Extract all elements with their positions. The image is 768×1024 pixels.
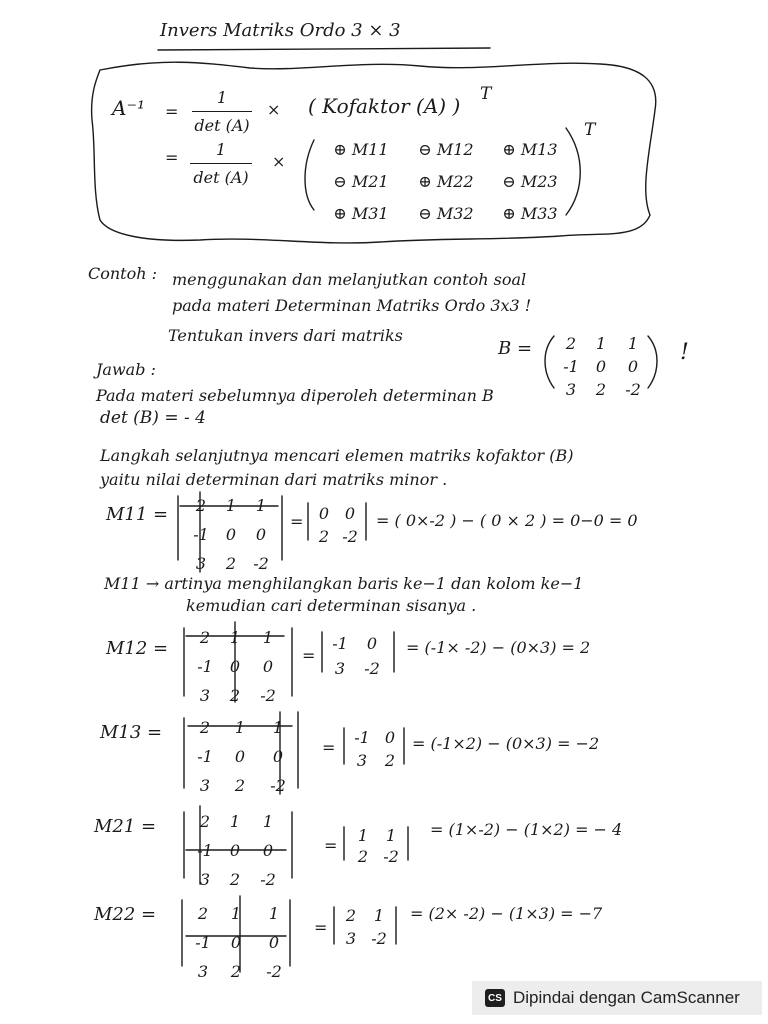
fraction-bar-2	[190, 163, 252, 164]
cofactor-cell: ⊕ M11	[333, 140, 389, 159]
matrix-cell: 2	[230, 962, 242, 981]
matrix-cell: 2	[225, 554, 237, 573]
matrix-cell: -2	[364, 659, 380, 678]
minor-m12-label: M12 =	[106, 638, 169, 659]
minor-m21-label: M21 =	[94, 816, 157, 837]
matrix-cell: -1	[197, 747, 213, 766]
contoh-line-2: pada materi Determinan Matriks Ordo 3x3 !	[172, 296, 532, 315]
matrix-b	[556, 334, 650, 399]
matrix-cell: 1	[255, 496, 267, 515]
times-sign: ×	[267, 100, 281, 119]
matrix-cell: 2	[595, 380, 607, 399]
minor-m21-sub	[350, 826, 406, 866]
matrix-b-label: B =	[498, 338, 533, 359]
matrix-cell: 1	[262, 812, 274, 831]
equals-sign: =	[324, 836, 338, 855]
matrix-cell: 0	[627, 357, 639, 376]
equals-sign: =	[302, 646, 316, 665]
matrix-cell: 2	[229, 870, 241, 889]
matrix-cell: -2	[266, 962, 282, 981]
minor-m21-matrix	[190, 812, 286, 889]
times-sign-2: ×	[272, 152, 286, 171]
explanation-line-2: kemudian cari determinan sisanya .	[186, 596, 477, 615]
matrix-cell: 1	[229, 628, 241, 647]
matrix-cell: -1	[563, 357, 579, 376]
contoh-line-3: Tentukan invers dari matriks	[168, 326, 403, 345]
page-title: Invers Matriks Ordo 3 × 3	[160, 20, 401, 41]
matrix-cell: 1	[385, 826, 397, 845]
cofactor-cell: ⊖ M12	[418, 140, 474, 159]
denominator: det (A)	[194, 116, 250, 136]
matrix-cell: -1	[354, 728, 370, 747]
transpose-mark-2: T	[584, 120, 596, 140]
matrix-cell: -2	[260, 870, 276, 889]
matrix-cell: -1	[197, 657, 213, 676]
jawab-line-4: yaitu nilai determinan dari matriks minor .	[100, 470, 448, 489]
minor-m22-sub	[338, 906, 394, 948]
kofaktor-expression: ( Kofaktor (A) )	[308, 94, 461, 118]
matrix-cell: 0	[255, 525, 267, 544]
matrix-cell: 0	[595, 357, 607, 376]
minor-m12-result: = (-1× -2) − (0×3) = 2	[406, 638, 591, 657]
cofactor-cell: ⊖ M32	[418, 204, 474, 223]
matrix-cell: 0	[272, 747, 284, 766]
matrix-cell: 1	[268, 904, 280, 923]
minor-m11-sub	[312, 504, 364, 546]
fraction-1	[192, 88, 252, 135]
explanation-line-1: M11 → artinya menghilangkan baris ke−1 dan kolom ke−1	[104, 574, 584, 593]
minor-m11-label: M11 =	[106, 504, 169, 525]
equals-sign-2: =	[165, 148, 179, 167]
matrix-cell: 2	[318, 527, 330, 546]
transpose-mark: T	[480, 84, 492, 104]
matrix-cell: -1	[197, 841, 213, 860]
matrix-cell: 2	[195, 496, 207, 515]
matrix-cell: 1	[230, 904, 242, 923]
matrix-cell: 0	[229, 841, 241, 860]
inverse-symbol: A⁻¹	[112, 96, 146, 120]
matrix-cell: 2	[199, 628, 211, 647]
matrix-cell: 2	[199, 718, 211, 737]
minor-m13-result: = (-1×2) − (0×3) = −2	[412, 734, 600, 753]
fraction-bar	[192, 111, 252, 112]
camscanner-watermark	[472, 981, 762, 1015]
minor-m11-result: = ( 0×-2 ) − ( 0 × 2 ) = 0−0 = 0	[376, 511, 638, 530]
contoh-line-1: menggunakan dan melanjutkan contoh soal	[172, 270, 527, 289]
matrix-cell: 2	[197, 904, 209, 923]
matrix-cell: -2	[383, 847, 399, 866]
watermark-text: Dipindai dengan CamScanner	[513, 988, 740, 1007]
determinant-b: det (B) = - 4	[100, 408, 206, 428]
matrix-cell: 3	[356, 751, 368, 770]
matrix-cell: 2	[357, 847, 369, 866]
minor-m12-sub	[326, 634, 390, 678]
matrix-cell: 1	[627, 334, 639, 353]
matrix-cell: 0	[344, 504, 356, 523]
matrix-cell: 3	[565, 380, 577, 399]
exclamation-mark: !	[680, 340, 689, 365]
minor-m12-matrix	[190, 628, 286, 705]
matrix-cell: 0	[262, 841, 274, 860]
minor-m13-matrix	[190, 718, 296, 795]
numerator-2: 1	[215, 140, 227, 159]
cofactor-cell: ⊕ M13	[502, 140, 558, 159]
matrix-cell: 1	[357, 826, 369, 845]
matrix-cell: -2	[253, 554, 269, 573]
minor-m22-matrix	[188, 904, 294, 981]
minor-m11-matrix	[186, 496, 276, 573]
denominator-2: det (A)	[193, 168, 249, 188]
matrix-cell: 0	[234, 747, 246, 766]
equals-sign: =	[290, 512, 304, 531]
cofactor-cell: ⊕ M22	[418, 172, 474, 191]
jawab-line-3: Langkah selanjutnya mencari elemen matriks kofaktor (B)	[100, 446, 574, 465]
matrix-cell: -2	[625, 380, 641, 399]
matrix-cell: 0	[225, 525, 237, 544]
matrix-cell: 1	[234, 718, 246, 737]
camscanner-logo-icon: CS	[485, 989, 505, 1007]
numerator: 1	[216, 88, 228, 107]
equals-sign: =	[314, 918, 328, 937]
matrix-cell: 3	[199, 686, 211, 705]
matrix-cell: 1	[595, 334, 607, 353]
matrix-cell: 0	[230, 933, 242, 952]
cofactor-sign-matrix	[320, 140, 570, 223]
matrix-cell: 2	[384, 751, 396, 770]
matrix-cell: 0	[366, 634, 378, 653]
fraction-2	[190, 140, 252, 187]
cofactor-cell: ⊖ M23	[502, 172, 558, 191]
jawab-label: Jawab :	[96, 360, 156, 379]
matrix-cell: 1	[272, 718, 284, 737]
cofactor-cell: ⊕ M33	[502, 204, 558, 223]
matrix-cell: 2	[345, 906, 357, 925]
matrix-cell: 3	[334, 659, 346, 678]
contoh-label: Contoh :	[88, 264, 158, 283]
jawab-line-1: Pada materi sebelumnya diperoleh determinan B	[96, 386, 494, 405]
matrix-cell: 1	[262, 628, 274, 647]
matrix-cell: 0	[262, 657, 274, 676]
matrix-cell: -2	[371, 929, 387, 948]
matrix-cell: 1	[225, 496, 237, 515]
cofactor-cell: ⊖ M21	[333, 172, 389, 191]
matrix-cell: -1	[332, 634, 348, 653]
matrix-cell: 3	[199, 870, 211, 889]
matrix-cell: 2	[229, 686, 241, 705]
matrix-cell: 3	[199, 776, 211, 795]
matrix-cell: 3	[195, 554, 207, 573]
equals-sign: =	[165, 102, 179, 121]
minor-m13-sub	[348, 728, 404, 770]
equals-sign: =	[322, 738, 336, 757]
matrix-cell: 3	[197, 962, 209, 981]
matrix-cell: -2	[260, 686, 276, 705]
matrix-cell: 1	[229, 812, 241, 831]
matrix-cell: 1	[373, 906, 385, 925]
matrix-cell: -1	[195, 933, 211, 952]
minor-m22-label: M22 =	[94, 904, 157, 925]
matrix-cell: -2	[270, 776, 286, 795]
matrix-cell: 2	[234, 776, 246, 795]
matrix-cell: -2	[342, 527, 358, 546]
matrix-cell: -1	[193, 525, 209, 544]
minor-m22-result: = (2× -2) − (1×3) = −7	[410, 904, 603, 923]
cofactor-cell: ⊕ M31	[333, 204, 389, 223]
matrix-cell: 0	[318, 504, 330, 523]
minor-m21-result: = (1×-2) − (1×2) = − 4	[430, 820, 623, 839]
matrix-cell: 0	[384, 728, 396, 747]
matrix-cell: 2	[565, 334, 577, 353]
matrix-cell: 3	[345, 929, 357, 948]
matrix-cell: 2	[199, 812, 211, 831]
matrix-cell: 0	[268, 933, 280, 952]
matrix-cell: 0	[229, 657, 241, 676]
minor-m13-label: M13 =	[100, 722, 163, 743]
